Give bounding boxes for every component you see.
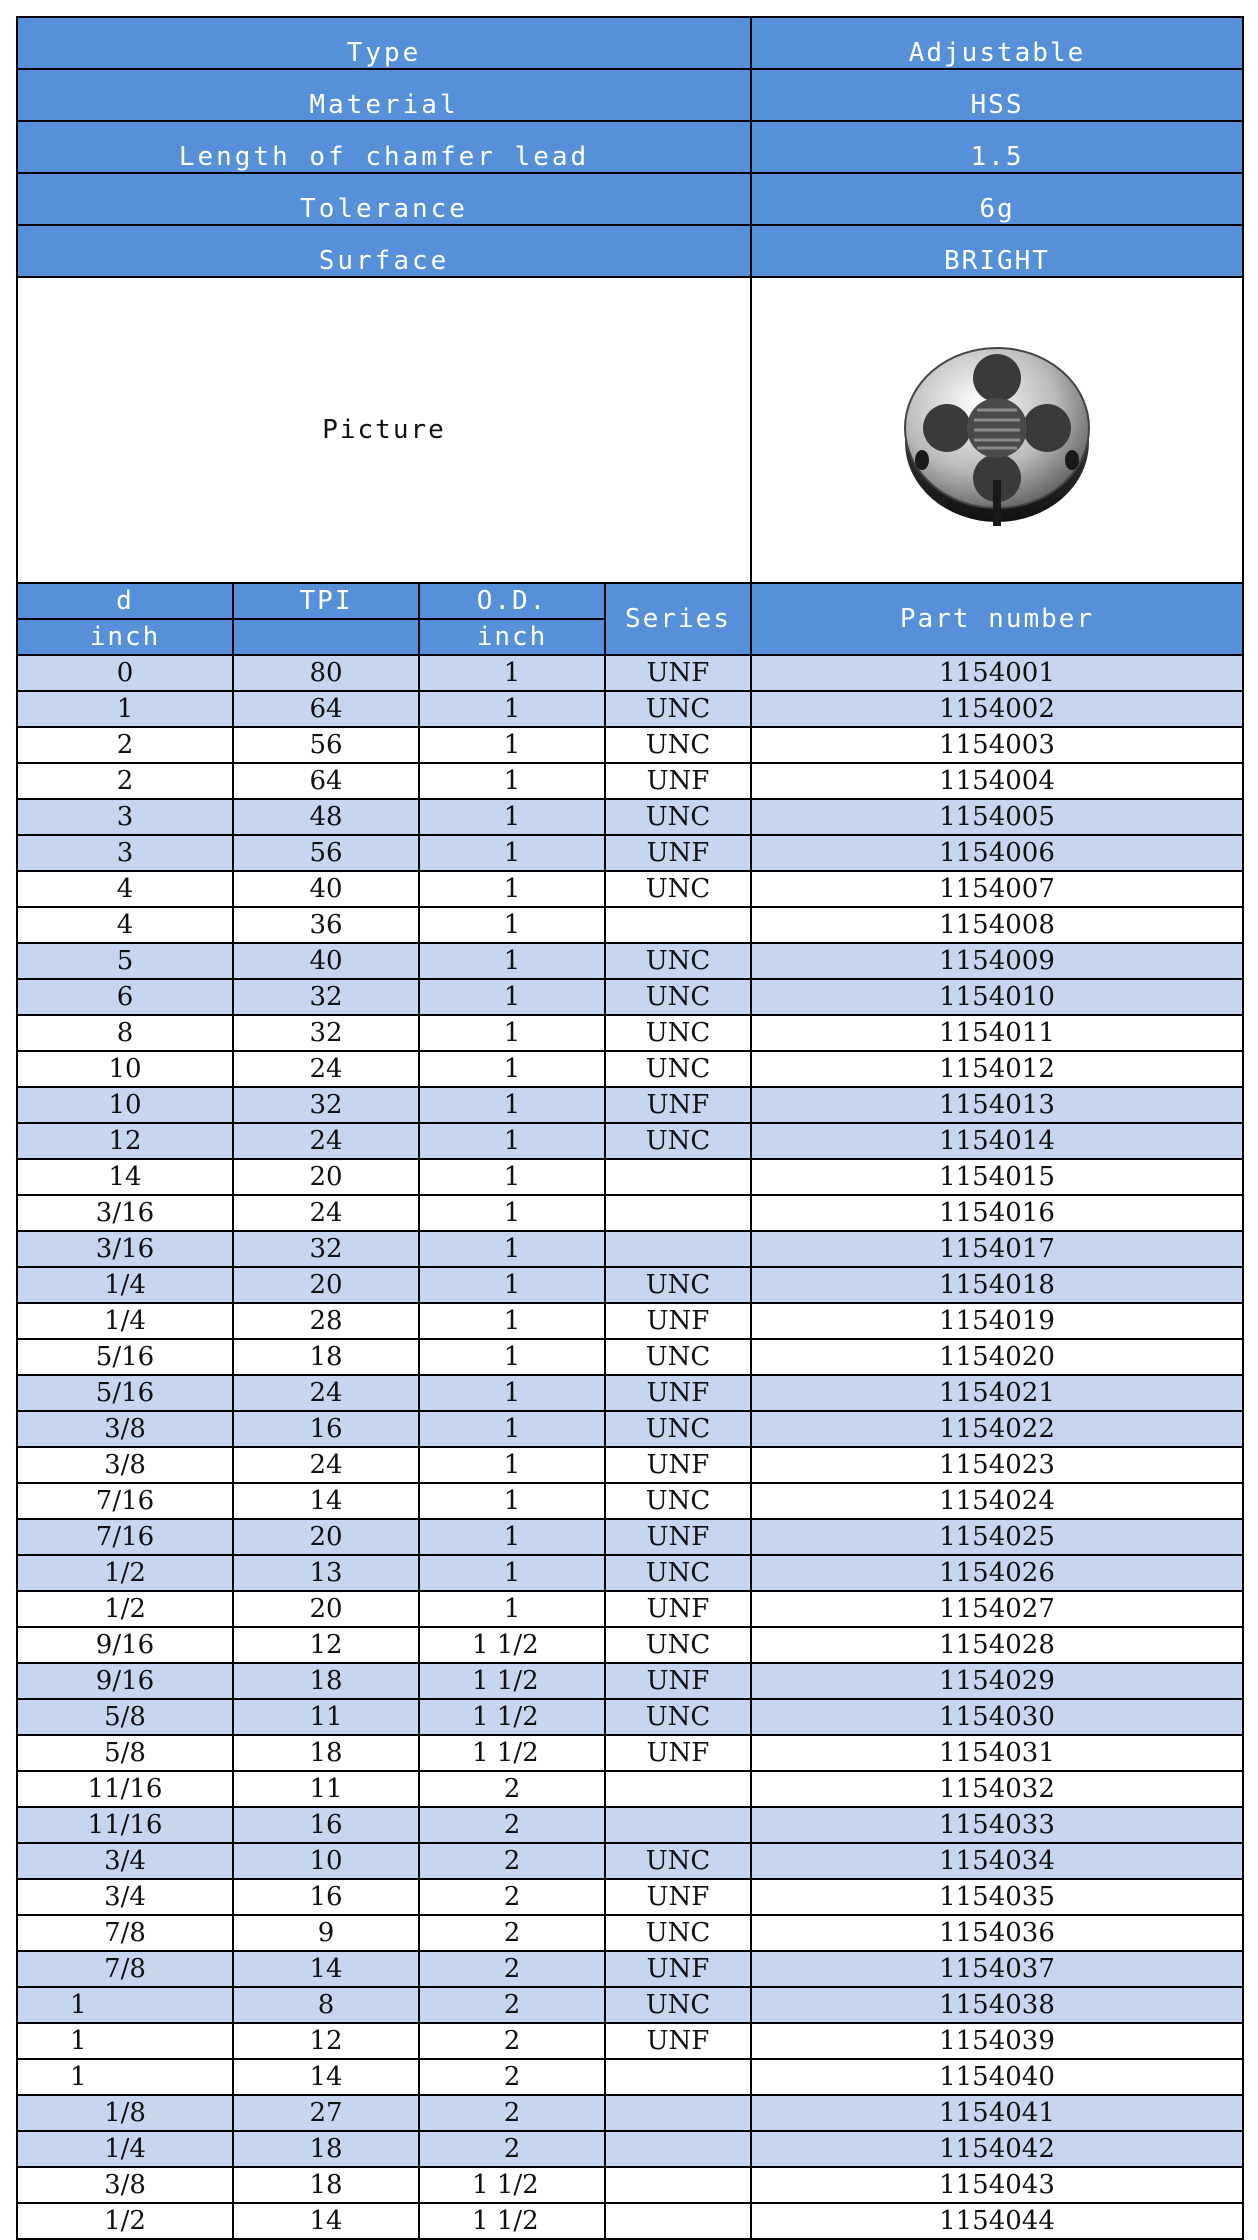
table-row	[17, 1699, 1243, 1735]
cell-d: 3/8	[17, 1447, 233, 1483]
table-row	[17, 1879, 1243, 1915]
cell-series	[605, 2131, 751, 2167]
table-row	[17, 1339, 1243, 1375]
cell-part-number: 1154016	[751, 1195, 1243, 1231]
spec-row-chamfer	[17, 121, 1243, 173]
cell-tpi: 14	[233, 2059, 419, 2095]
table-row	[17, 1303, 1243, 1339]
cell-series: UNF	[605, 655, 751, 691]
cell-d: 5/16	[17, 1339, 233, 1375]
table-row	[17, 1483, 1243, 1519]
cell-d: 5	[17, 943, 233, 979]
cell-series: UNC	[605, 1483, 751, 1519]
table-row	[17, 1015, 1243, 1051]
cell-part-number: 1154044	[751, 2203, 1243, 2239]
cell-d: 3/8	[17, 1411, 233, 1447]
cell-od: 1 1/2	[419, 2203, 605, 2239]
cell-tpi: 40	[233, 871, 419, 907]
cell-tpi: 64	[233, 763, 419, 799]
cell-tpi: 56	[233, 727, 419, 763]
spec-label: Tolerance	[17, 173, 751, 225]
picture-label: Picture	[17, 277, 751, 583]
cell-od: 1	[419, 1267, 605, 1303]
cell-d: 7/16	[17, 1519, 233, 1555]
table-row	[17, 1411, 1243, 1447]
cell-tpi: 12	[233, 2023, 419, 2059]
cell-tpi: 20	[233, 1267, 419, 1303]
cell-part-number: 1154010	[751, 979, 1243, 1015]
cell-od: 2	[419, 1915, 605, 1951]
cell-part-number: 1154038	[751, 1987, 1243, 2023]
cell-tpi: 16	[233, 1879, 419, 1915]
cell-series: UNC	[605, 1267, 751, 1303]
cell-od: 1	[419, 907, 605, 943]
cell-series: UNF	[605, 1735, 751, 1771]
picture-cell	[751, 277, 1243, 583]
cell-tpi: 12	[233, 1627, 419, 1663]
cell-tpi: 20	[233, 1591, 419, 1627]
spec-label: Material	[17, 69, 751, 121]
cell-od: 1	[419, 691, 605, 727]
column-header-row	[17, 583, 1243, 619]
cell-d: 7/8	[17, 1915, 233, 1951]
table-row	[17, 1375, 1243, 1411]
table-row	[17, 1123, 1243, 1159]
cell-d: 3/4	[17, 1843, 233, 1879]
spec-value: 6g	[751, 173, 1243, 225]
table-row	[17, 1555, 1243, 1591]
table-row	[17, 727, 1243, 763]
cell-series: UNF	[605, 835, 751, 871]
cell-part-number: 1154011	[751, 1015, 1243, 1051]
table-row	[17, 2059, 1243, 2095]
cell-d: 1/2	[17, 1555, 233, 1591]
spec-row-tolerance	[17, 173, 1243, 225]
cell-part-number: 1154028	[751, 1627, 1243, 1663]
cell-d: 3/8	[17, 2167, 233, 2203]
cell-od: 1	[419, 1411, 605, 1447]
cell-tpi: 20	[233, 1159, 419, 1195]
cell-part-number: 1154030	[751, 1699, 1243, 1735]
cell-od: 1	[419, 871, 605, 907]
cell-series: UNF	[605, 2023, 751, 2059]
spec-value: HSS	[751, 69, 1243, 121]
cell-tpi: 32	[233, 1231, 419, 1267]
cell-tpi: 8	[233, 1987, 419, 2023]
table-row	[17, 1267, 1243, 1303]
cell-d: 1	[17, 2059, 233, 2095]
table-row	[17, 1447, 1243, 1483]
cell-part-number: 1154021	[751, 1375, 1243, 1411]
cell-tpi: 64	[233, 691, 419, 727]
round-split-die-image	[892, 330, 1102, 530]
cell-series: UNC	[605, 1987, 751, 2023]
cell-od: 1	[419, 727, 605, 763]
cell-d: 10	[17, 1051, 233, 1087]
cell-od: 1	[419, 1483, 605, 1519]
cell-od: 1	[419, 1195, 605, 1231]
spec-label: Surface	[17, 225, 751, 277]
cell-series: UNF	[605, 1375, 751, 1411]
cell-tpi: 32	[233, 979, 419, 1015]
cell-series: UNC	[605, 1555, 751, 1591]
cell-od: 1 1/2	[419, 1699, 605, 1735]
cell-series: UNC	[605, 1411, 751, 1447]
cell-series	[605, 2059, 751, 2095]
cell-series	[605, 2203, 751, 2239]
cell-od: 1	[419, 943, 605, 979]
cell-part-number: 1154019	[751, 1303, 1243, 1339]
cell-part-number: 1154004	[751, 763, 1243, 799]
cell-part-number: 1154005	[751, 799, 1243, 835]
cell-d: 1	[17, 2023, 233, 2059]
table-row	[17, 1735, 1243, 1771]
cell-series: UNC	[605, 1051, 751, 1087]
cell-od: 1	[419, 1159, 605, 1195]
cell-part-number: 1154029	[751, 1663, 1243, 1699]
cell-od: 1	[419, 799, 605, 835]
cell-part-number: 1154026	[751, 1555, 1243, 1591]
cell-part-number: 1154015	[751, 1159, 1243, 1195]
cell-series: UNC	[605, 943, 751, 979]
cell-series: UNF	[605, 1519, 751, 1555]
cell-tpi: 18	[233, 2131, 419, 2167]
picture-row	[17, 277, 1243, 583]
col-unit-od: inch	[419, 619, 605, 655]
cell-part-number: 1154043	[751, 2167, 1243, 2203]
cell-part-number: 1154036	[751, 1915, 1243, 1951]
table-row	[17, 907, 1243, 943]
cell-tpi: 40	[233, 943, 419, 979]
table-row	[17, 1951, 1243, 1987]
cell-od: 2	[419, 1987, 605, 2023]
table-row	[17, 1771, 1243, 1807]
cell-part-number: 1154040	[751, 2059, 1243, 2095]
cell-part-number: 1154042	[751, 2131, 1243, 2167]
cell-d: 2	[17, 727, 233, 763]
table-row	[17, 835, 1243, 871]
cell-od: 2	[419, 2131, 605, 2167]
table-row	[17, 799, 1243, 835]
cell-d: 1/4	[17, 1303, 233, 1339]
col-header-series: Series	[605, 583, 751, 655]
cell-d: 14	[17, 1159, 233, 1195]
spec-row-type	[17, 17, 1243, 69]
table-row	[17, 943, 1243, 979]
cell-part-number: 1154025	[751, 1519, 1243, 1555]
cell-series: UNC	[605, 979, 751, 1015]
cell-part-number: 1154002	[751, 691, 1243, 727]
cell-part-number: 1154032	[751, 1771, 1243, 1807]
table-row	[17, 1051, 1243, 1087]
cell-series	[605, 1159, 751, 1195]
cell-part-number: 1154013	[751, 1087, 1243, 1123]
cell-part-number: 1154034	[751, 1843, 1243, 1879]
cell-d: 1/4	[17, 2131, 233, 2167]
cell-od: 1 1/2	[419, 2167, 605, 2203]
cell-od: 1	[419, 1303, 605, 1339]
cell-series: UNC	[605, 871, 751, 907]
table-row	[17, 1087, 1243, 1123]
cell-d: 5/8	[17, 1699, 233, 1735]
cell-part-number: 1154039	[751, 2023, 1243, 2059]
table-row	[17, 1915, 1243, 1951]
cell-od: 1	[419, 1051, 605, 1087]
cell-series: UNC	[605, 1915, 751, 1951]
cell-series	[605, 1195, 751, 1231]
cell-od: 1	[419, 1375, 605, 1411]
cell-d: 7/16	[17, 1483, 233, 1519]
table-row	[17, 2203, 1243, 2239]
cell-tpi: 24	[233, 1051, 419, 1087]
table-row	[17, 1843, 1243, 1879]
cell-d: 0	[17, 655, 233, 691]
cell-series: UNC	[605, 1627, 751, 1663]
col-header-part: Part number	[751, 583, 1243, 655]
cell-part-number: 1154012	[751, 1051, 1243, 1087]
cell-od: 1	[419, 1123, 605, 1159]
cell-od: 1	[419, 1519, 605, 1555]
cell-d: 1/2	[17, 2203, 233, 2239]
cell-od: 2	[419, 1879, 605, 1915]
spec-value: 1.5	[751, 121, 1243, 173]
cell-d: 5/8	[17, 1735, 233, 1771]
cell-od: 1	[419, 1087, 605, 1123]
col-unit-d: inch	[17, 619, 233, 655]
cell-od: 2	[419, 1843, 605, 1879]
cell-series: UNF	[605, 1879, 751, 1915]
cell-d: 1/8	[17, 2095, 233, 2131]
cell-tpi: 24	[233, 1375, 419, 1411]
cell-part-number: 1154035	[751, 1879, 1243, 1915]
cell-part-number: 1154009	[751, 943, 1243, 979]
cell-od: 1	[419, 1447, 605, 1483]
cell-part-number: 1154024	[751, 1483, 1243, 1519]
cell-series: UNC	[605, 799, 751, 835]
cell-d: 11/16	[17, 1807, 233, 1843]
cell-d: 1	[17, 691, 233, 727]
product-spec-sheet	[16, 16, 1242, 2240]
table-row	[17, 1195, 1243, 1231]
cell-series: UNF	[605, 763, 751, 799]
col-unit-tpi	[233, 619, 419, 655]
cell-tpi: 11	[233, 1771, 419, 1807]
cell-d: 10	[17, 1087, 233, 1123]
table-row	[17, 871, 1243, 907]
cell-d: 4	[17, 907, 233, 943]
table-row	[17, 1663, 1243, 1699]
table-row	[17, 1807, 1243, 1843]
cell-part-number: 1154022	[751, 1411, 1243, 1447]
cell-part-number: 1154001	[751, 655, 1243, 691]
table-row	[17, 2023, 1243, 2059]
cell-tpi: 48	[233, 799, 419, 835]
table-row	[17, 1627, 1243, 1663]
cell-part-number: 1154007	[751, 871, 1243, 907]
cell-series	[605, 2095, 751, 2131]
cell-d: 9/16	[17, 1663, 233, 1699]
cell-part-number: 1154033	[751, 1807, 1243, 1843]
cell-series	[605, 907, 751, 943]
cell-d: 6	[17, 979, 233, 1015]
cell-d: 1/4	[17, 1267, 233, 1303]
cell-d: 3/16	[17, 1195, 233, 1231]
cell-tpi: 27	[233, 2095, 419, 2131]
cell-series: UNC	[605, 727, 751, 763]
cell-part-number: 1154008	[751, 907, 1243, 943]
cell-series: UNC	[605, 1015, 751, 1051]
cell-tpi: 36	[233, 907, 419, 943]
cell-od: 1 1/2	[419, 1663, 605, 1699]
cell-tpi: 32	[233, 1015, 419, 1051]
cell-series: UNF	[605, 1951, 751, 1987]
cell-od: 2	[419, 1771, 605, 1807]
spec-value: Adjustable	[751, 17, 1243, 69]
cell-tpi: 13	[233, 1555, 419, 1591]
cell-tpi: 18	[233, 1663, 419, 1699]
cell-od: 1	[419, 1555, 605, 1591]
cell-part-number: 1154017	[751, 1231, 1243, 1267]
table-row	[17, 655, 1243, 691]
cell-part-number: 1154031	[751, 1735, 1243, 1771]
cell-series: UNF	[605, 1591, 751, 1627]
cell-od: 2	[419, 2059, 605, 2095]
cell-part-number: 1154041	[751, 2095, 1243, 2131]
col-header-d: d	[17, 583, 233, 619]
table-row	[17, 1591, 1243, 1627]
cell-d: 9/16	[17, 1627, 233, 1663]
cell-od: 1	[419, 655, 605, 691]
cell-series: UNF	[605, 1447, 751, 1483]
table-row	[17, 1159, 1243, 1195]
cell-d: 1	[17, 1987, 233, 2023]
cell-od: 2	[419, 1807, 605, 1843]
cell-series	[605, 1771, 751, 1807]
cell-tpi: 16	[233, 1807, 419, 1843]
spec-row-surface	[17, 225, 1243, 277]
table-row	[17, 2167, 1243, 2203]
cell-d: 2	[17, 763, 233, 799]
cell-tpi: 9	[233, 1915, 419, 1951]
cell-series: UNF	[605, 1087, 751, 1123]
cell-tpi: 24	[233, 1447, 419, 1483]
cell-part-number: 1154014	[751, 1123, 1243, 1159]
cell-tpi: 56	[233, 835, 419, 871]
table-row	[17, 2095, 1243, 2131]
table-row	[17, 763, 1243, 799]
table-row	[17, 1519, 1243, 1555]
cell-od: 2	[419, 2095, 605, 2131]
cell-part-number: 1154037	[751, 1951, 1243, 1987]
spec-row-material	[17, 69, 1243, 121]
cell-tpi: 14	[233, 2203, 419, 2239]
cell-series: UNC	[605, 1123, 751, 1159]
cell-series: UNC	[605, 1699, 751, 1735]
cell-d: 3	[17, 799, 233, 835]
cell-od: 1	[419, 1015, 605, 1051]
cell-od: 1 1/2	[419, 1735, 605, 1771]
col-header-od: O.D.	[419, 583, 605, 619]
cell-tpi: 18	[233, 1735, 419, 1771]
cell-d: 4	[17, 871, 233, 907]
spec-label: Type	[17, 17, 751, 69]
cell-d: 11/16	[17, 1771, 233, 1807]
cell-od: 1	[419, 979, 605, 1015]
cell-tpi: 24	[233, 1195, 419, 1231]
cell-d: 3/4	[17, 1879, 233, 1915]
cell-d: 1/2	[17, 1591, 233, 1627]
cell-tpi: 28	[233, 1303, 419, 1339]
cell-series: UNF	[605, 1663, 751, 1699]
cell-tpi: 24	[233, 1123, 419, 1159]
table-row	[17, 2131, 1243, 2167]
cell-series: UNC	[605, 1339, 751, 1375]
table-row	[17, 1231, 1243, 1267]
cell-tpi: 18	[233, 2167, 419, 2203]
cell-tpi: 14	[233, 1951, 419, 1987]
cell-part-number: 1154020	[751, 1339, 1243, 1375]
cell-series: UNF	[605, 1303, 751, 1339]
cell-od: 2	[419, 2023, 605, 2059]
cell-od: 1	[419, 835, 605, 871]
cell-d: 12	[17, 1123, 233, 1159]
col-header-tpi: TPI	[233, 583, 419, 619]
cell-d: 3/16	[17, 1231, 233, 1267]
cell-od: 1	[419, 1339, 605, 1375]
cell-part-number: 1154018	[751, 1267, 1243, 1303]
cell-d: 5/16	[17, 1375, 233, 1411]
cell-tpi: 20	[233, 1519, 419, 1555]
spec-table	[16, 16, 1244, 2240]
cell-part-number: 1154006	[751, 835, 1243, 871]
cell-od: 1	[419, 1231, 605, 1267]
cell-series	[605, 1807, 751, 1843]
cell-series: UNC	[605, 1843, 751, 1879]
cell-part-number: 1154027	[751, 1591, 1243, 1627]
cell-tpi: 10	[233, 1843, 419, 1879]
cell-od: 1	[419, 1591, 605, 1627]
spec-label: Length of chamfer lead	[17, 121, 751, 173]
cell-od: 2	[419, 1951, 605, 1987]
cell-d: 8	[17, 1015, 233, 1051]
cell-d: 3	[17, 835, 233, 871]
cell-od: 1	[419, 763, 605, 799]
table-row	[17, 1987, 1243, 2023]
cell-tpi: 16	[233, 1411, 419, 1447]
cell-tpi: 32	[233, 1087, 419, 1123]
cell-d: 7/8	[17, 1951, 233, 1987]
cell-tpi: 18	[233, 1339, 419, 1375]
cell-od: 1 1/2	[419, 1627, 605, 1663]
table-row	[17, 979, 1243, 1015]
spec-value: BRIGHT	[751, 225, 1243, 277]
cell-part-number: 1154023	[751, 1447, 1243, 1483]
cell-part-number: 1154003	[751, 727, 1243, 763]
cell-series: UNC	[605, 691, 751, 727]
cell-tpi: 80	[233, 655, 419, 691]
cell-series	[605, 2167, 751, 2203]
cell-tpi: 14	[233, 1483, 419, 1519]
cell-tpi: 11	[233, 1699, 419, 1735]
table-row	[17, 691, 1243, 727]
cell-series	[605, 1231, 751, 1267]
